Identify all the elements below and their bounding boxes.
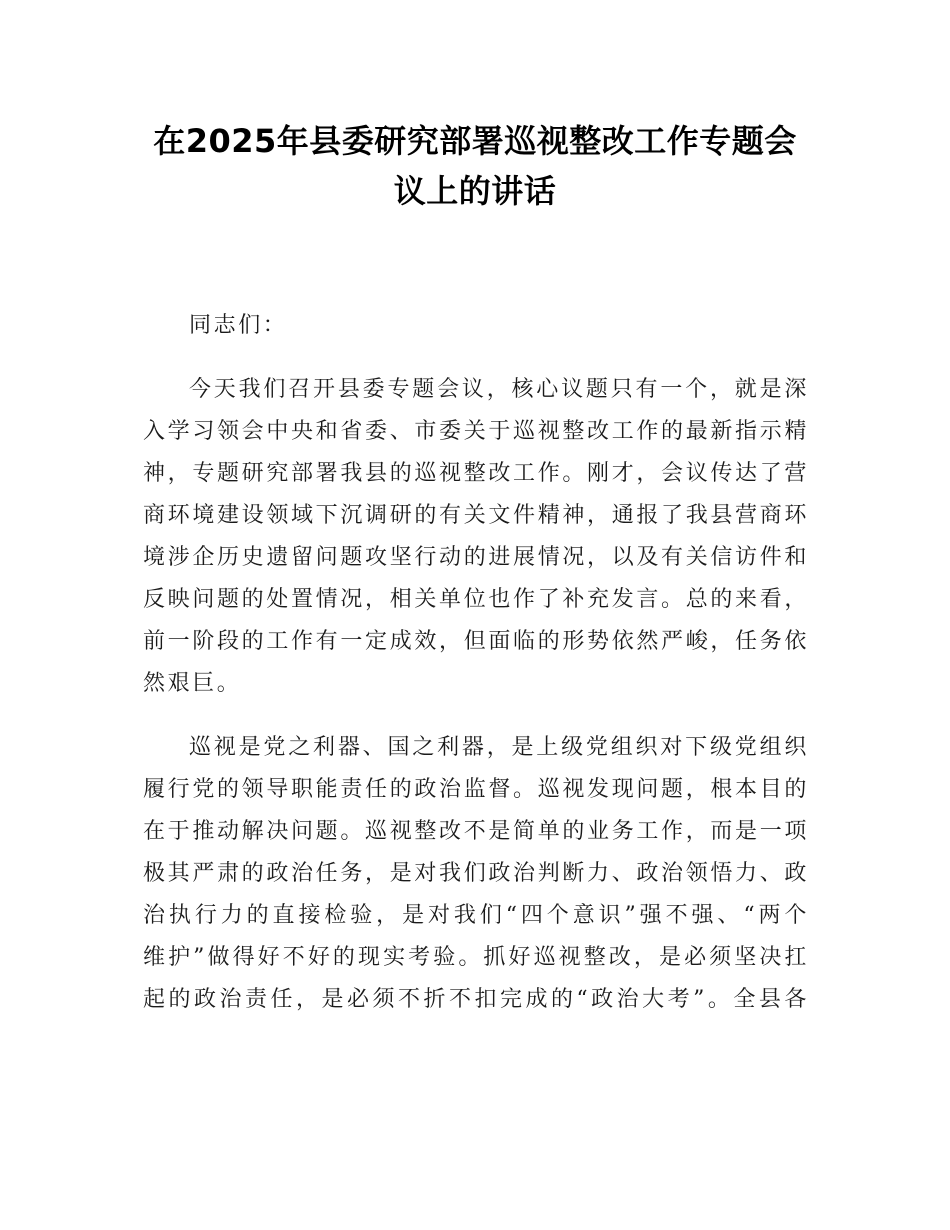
paragraph-spacer <box>143 705 809 727</box>
paragraph-line: 神，专题研究部署我县的巡视整改工作。刚才，会议传达了营 <box>143 461 809 486</box>
paragraph-1 <box>143 369 809 705</box>
paragraph-line: 起的政治责任，是必须不折不扣完成的“政治大考”。全县各 <box>143 987 809 1012</box>
title-line-2: 议上的讲话 <box>393 172 557 210</box>
paragraph-line: 然艰巨。 <box>143 671 242 696</box>
title-line-1: 在2025年县委研究部署巡视整改工作专题会 <box>153 122 797 160</box>
paragraph-2 <box>143 727 809 1021</box>
paragraph-line: 在于推动解决问题。巡视整改不是简单的业务工作，而是一项 <box>143 819 809 844</box>
paragraph-line: 入学习领会中央和省委、市委关于巡视整改工作的最新指示精 <box>143 419 809 444</box>
paragraph-line: 履行党的领导职能责任的政治监督。巡视发现问题，根本目的 <box>143 777 809 802</box>
salutation <box>143 305 809 347</box>
paragraph-line: 前一阶段的工作有一定成效，但面临的形势依然严峻，任务依 <box>143 629 809 654</box>
paragraph-line: 境涉企历史遗留问题攻坚行动的进展情况，以及有关信访件和 <box>143 545 809 570</box>
paragraph-line: 今天我们召开县委专题会议，核心议题只有一个，就是深 <box>189 377 809 402</box>
document-body <box>143 305 809 1021</box>
paragraph-line: 治执行力的直接检验，是对我们“四个意识”强不强、“两个 <box>143 903 809 928</box>
paragraph-line: 维护”做得好不好的现实考验。抓好巡视整改，是必须坚决扛 <box>143 945 809 970</box>
paragraph-line: 极其严肃的政治任务，是对我们政治判断力、政治领悟力、政 <box>143 861 809 886</box>
paragraph-spacer <box>143 347 809 369</box>
paragraph-line: 巡视是党之利器、国之利器，是上级党组织对下级党组织 <box>189 735 809 760</box>
document-title <box>140 116 810 216</box>
salutation-text: 同志们： <box>189 313 288 338</box>
paragraph-line: 商环境建设领域下沉调研的有关文件精神，通报了我县营商环 <box>143 503 809 528</box>
paragraph-line: 反映问题的处置情况，相关单位也作了补充发言。总的来看， <box>143 587 809 612</box>
